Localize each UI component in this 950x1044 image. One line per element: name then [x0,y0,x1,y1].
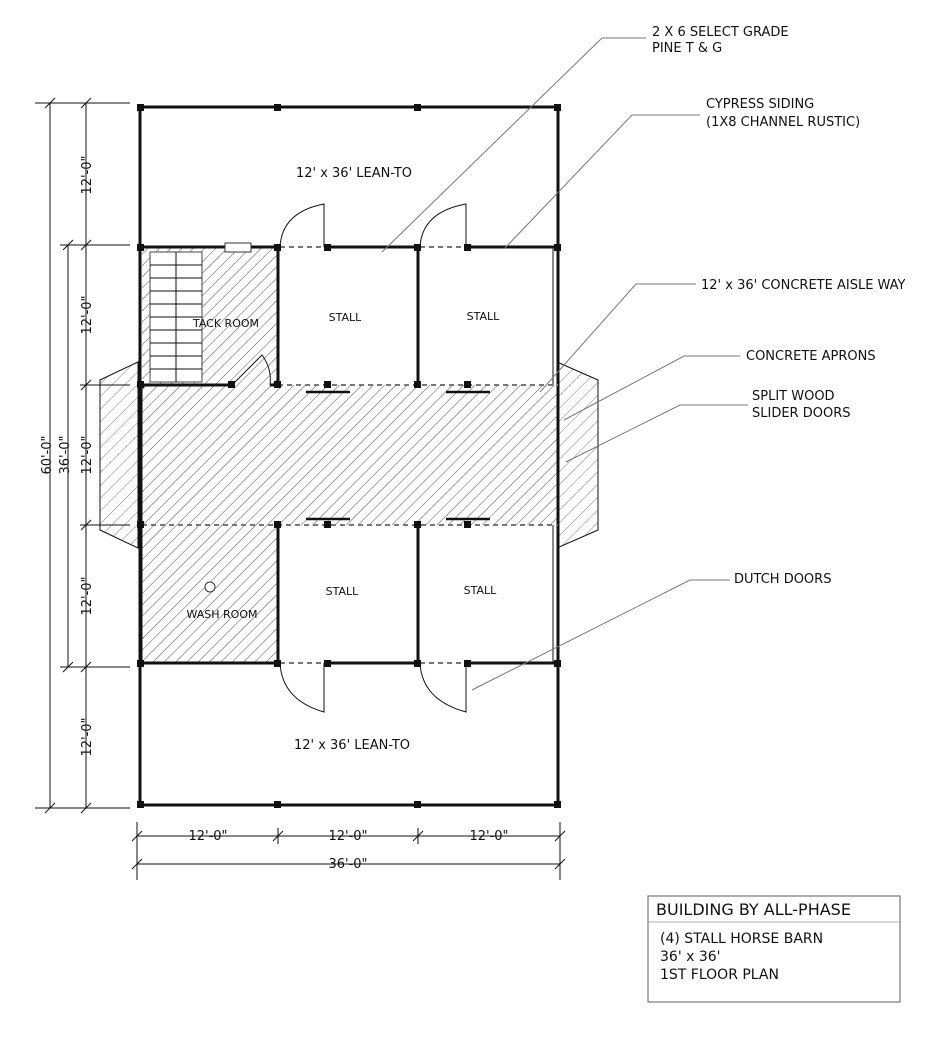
stall-2-label: STALL [466,310,500,323]
dim-left-seg-5: 12'-0" [80,717,95,757]
dim-left-seg-2: 12'-0" [80,295,95,335]
stall-3-label: STALL [325,585,359,598]
left-concrete-apron [100,362,138,548]
title-block-title: BUILDING BY ALL-PHASE [656,900,851,919]
callout-slider-1: SPLIT WOOD [752,389,835,404]
wash-room-floor [142,525,278,663]
callout-cypress-2: (1X8 CHANNEL RUSTIC) [706,115,861,130]
dim-left-seg-4: 12'-0" [80,576,95,616]
lean-to-top-label: 12' x 36' LEAN-TO [295,166,413,181]
dim-left-seg-1: 12'-0" [80,155,95,195]
dim-left-mid: 36'-0" [58,435,73,475]
dutch-door-top-2 [420,204,466,247]
dutch-door-bottom-2 [420,663,466,712]
callout-aprons: CONCRETE APRONS [746,349,876,364]
title-block-line-1: (4) STALL HORSE BARN [660,931,824,947]
dim-bottom-total: 36'-0" [328,857,368,872]
dutch-door-top-1 [280,204,324,247]
wash-room-label: WASH ROOM [186,608,258,621]
right-concrete-apron [557,362,598,548]
dim-bottom-seg-2: 12'-0" [328,829,368,844]
stall-4-label: STALL [463,584,497,597]
lean-to-bottom-label: 12' x 36' LEAN-TO [293,738,411,753]
floor-drain-icon [205,582,215,592]
dim-left-seg-3: 12'-0" [80,435,95,475]
title-block-line-2: 36' x 36' [660,949,721,965]
dim-left-outer: 60'-0" [40,435,55,475]
leader-lines [382,38,748,690]
callout-cypress-1: CYPRESS SIDING [706,97,815,112]
title-block-line-3: 1ST FLOOR PLAN [660,967,779,983]
dim-bottom-seg-3: 12'-0" [469,829,509,844]
stall-1-label: STALL [328,311,362,324]
callout-dutch: DUTCH DOORS [734,572,832,587]
dim-bottom-seg-1: 12'-0" [188,829,228,844]
dutch-door-bottom-1 [280,663,324,712]
concrete-aisle-way [138,385,558,525]
tack-room-label: TACK ROOM [192,317,260,330]
callout-select-grade-2: PINE T & G [652,41,723,56]
callout-select-grade-1: 2 X 6 SELECT GRADE [652,25,789,40]
callout-slider-2: SLIDER DOORS [752,406,851,421]
callout-aisle: 12' x 36' CONCRETE AISLE WAY [701,278,906,293]
